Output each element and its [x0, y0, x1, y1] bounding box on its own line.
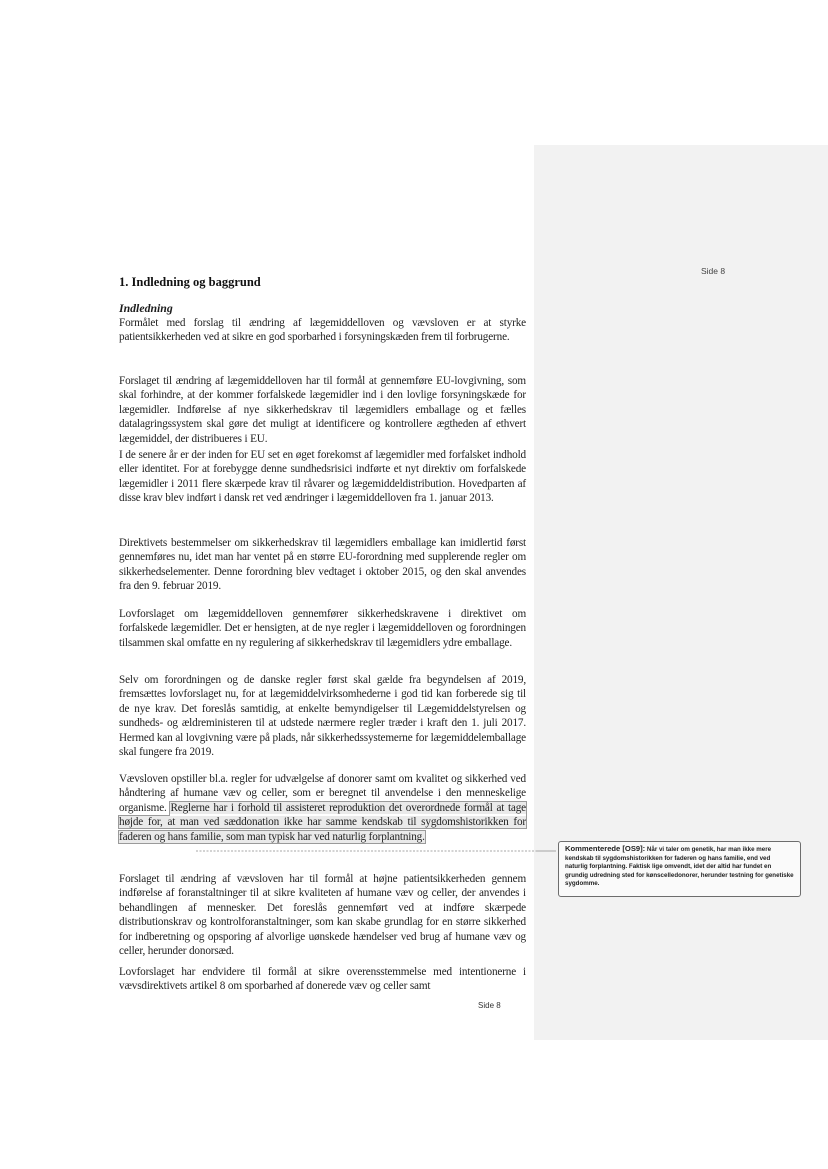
paragraph-eu-background: I de senere år er der inden for EU set en øget forekomst af lægemidler med forfalsket indhold eller identitet. For at forebygge denne sundhedsrisici indførte et nyt direktiv om forfalskede lægemidler i 2011 flere skærpede krav til råvarer og lægemiddeldistribution. Hovedparten af disse krav blev indført i dansk ret ved ændringer i lægemiddelloven fra 1. januar 2013.	[119, 449, 526, 505]
paragraph-tissue-act	[119, 772, 526, 844]
paragraph-timeline: Selv om forordningen og de danske regler først skal gælde fra begyndelsen af 2019, fremsættes lovforslaget nu, for at lægemiddelvirksomhederne i god tid kan forberede sig til de nye krav. Det foreslås samtidig, at enkelte bemyndigelser til Lægemiddelstyrelsen og sundheds- og ældreministeren til at udstede nærmere regler træder i kraft den 1. juli 2017. Hermed kan al lovgivning være på plads, når sikkerhedssystemerne for lægemiddelemballage skal fungere fra 2019.	[119, 674, 526, 759]
section-title: 1. Indledning og baggrund	[119, 275, 261, 289]
paragraph-directive: Direktivets bestemmelser om sikkerhedskrav til lægemidlers emballage kan imidlertid først gennemføres nu, idet man har ventet på en større EU-forordning med supplerende regler om sikkerhedselementer. Denne forordning blev vedtaget i oktober 2015, og den skal anvendes fra den 9. februar 2019.	[119, 537, 526, 593]
comment-text: Når vi taler om genetik, har man ikke mere kendskab til sygdomshistorikken for faderen og hans familie, end ved naturlig forplantning. Faktisk lige omvendt, idet der altid har fundet en grundig udredning sted for kønscelledonorer, herunder testning for genetiske sygdomme.	[565, 846, 794, 888]
paragraph-purpose: Formålet med forslag til ændring af lægemiddelloven og vævsloven er at styrke patientsikkerheden ved at sikre en god sporbarhed i forsyningskæden frem til forbrugerne.	[119, 317, 526, 344]
comment-author: Kommenterede [OS9]:	[565, 844, 646, 853]
paragraph-directive-conformity: Lovforslaget har endvidere til formål at sikre overensstemmelse med intentionerne i vævsdirektivets artikel 8 om sporbarhed af donerede væv og celler samt	[119, 966, 526, 993]
comment-margin-panel	[534, 145, 828, 1040]
paragraph-tissue-act-text: Vævsloven opstiller bl.a. regler for udvælgelse af donorer samt om kvalitet og sikkerhed ved håndtering af humane væv og celler, som er beregnet til anvendelse i den menneskelige organisme.	[119, 773, 526, 814]
section-subtitle: Indledning	[119, 301, 173, 315]
page-footer-number: Side 8	[478, 1001, 501, 1010]
paragraph-bill-medicines: Lovforslaget om lægemiddelloven gennemfører sikkerhedskravene i direktivet om forfalskede lægemidler. Det er hensigten, at de nye regler i lægemiddelloven og forordningen tilsammen skal omfatte en ny regulering af sikkerhedskrav til lægemidlers ydre emballage.	[119, 608, 526, 649]
paragraph-medicines-act: Forslaget til ændring af lægemiddelloven har til formål at gennemføre EU-lovgivning, som skal forhindre, at der kommer forfalskede lægemidler ind i den lovlige forsyningskæde for lægemidler. Indførelse af nye sikkerhedskrav til lægemidlers emballage og et fælles datalagringssystem skal gøre det muligt at identificere og kontrollere ægtheden af ethvert lægemiddel, der distribueres i EU.	[119, 375, 526, 445]
comment-connector-line	[196, 849, 556, 857]
page-number-label: Side 8	[701, 266, 726, 276]
commented-text-highlight[interactable]: Reglerne har i forhold til assisteret reproduktion det overordnede formål at tage højde for, at man ved sæddonation ikke har samme kendskab til sygdomshistorikken for faderen og hans familie, som man typisk har ved naturlig forplantning.	[119, 801, 526, 843]
comment-balloon[interactable]	[558, 841, 801, 897]
paragraph-tissue-amendment: Forslaget til ændring af vævsloven har til formål at højne patientsikkerheden gennem indførelse af foranstaltninger til at sikre kvaliteten af humane væv og celler, der anvendes i behandlingen af mennesker. Det foreslås gennemført ved at indføre skærpede distributionskrav og kontrolforanstaltninger, som kan skabe grundlag for en større sikkerhed for indberetning og opsporing af alvorlige uønskede hændelser ved brug af humane væv og celler, herunder donorsæd.	[119, 873, 526, 958]
